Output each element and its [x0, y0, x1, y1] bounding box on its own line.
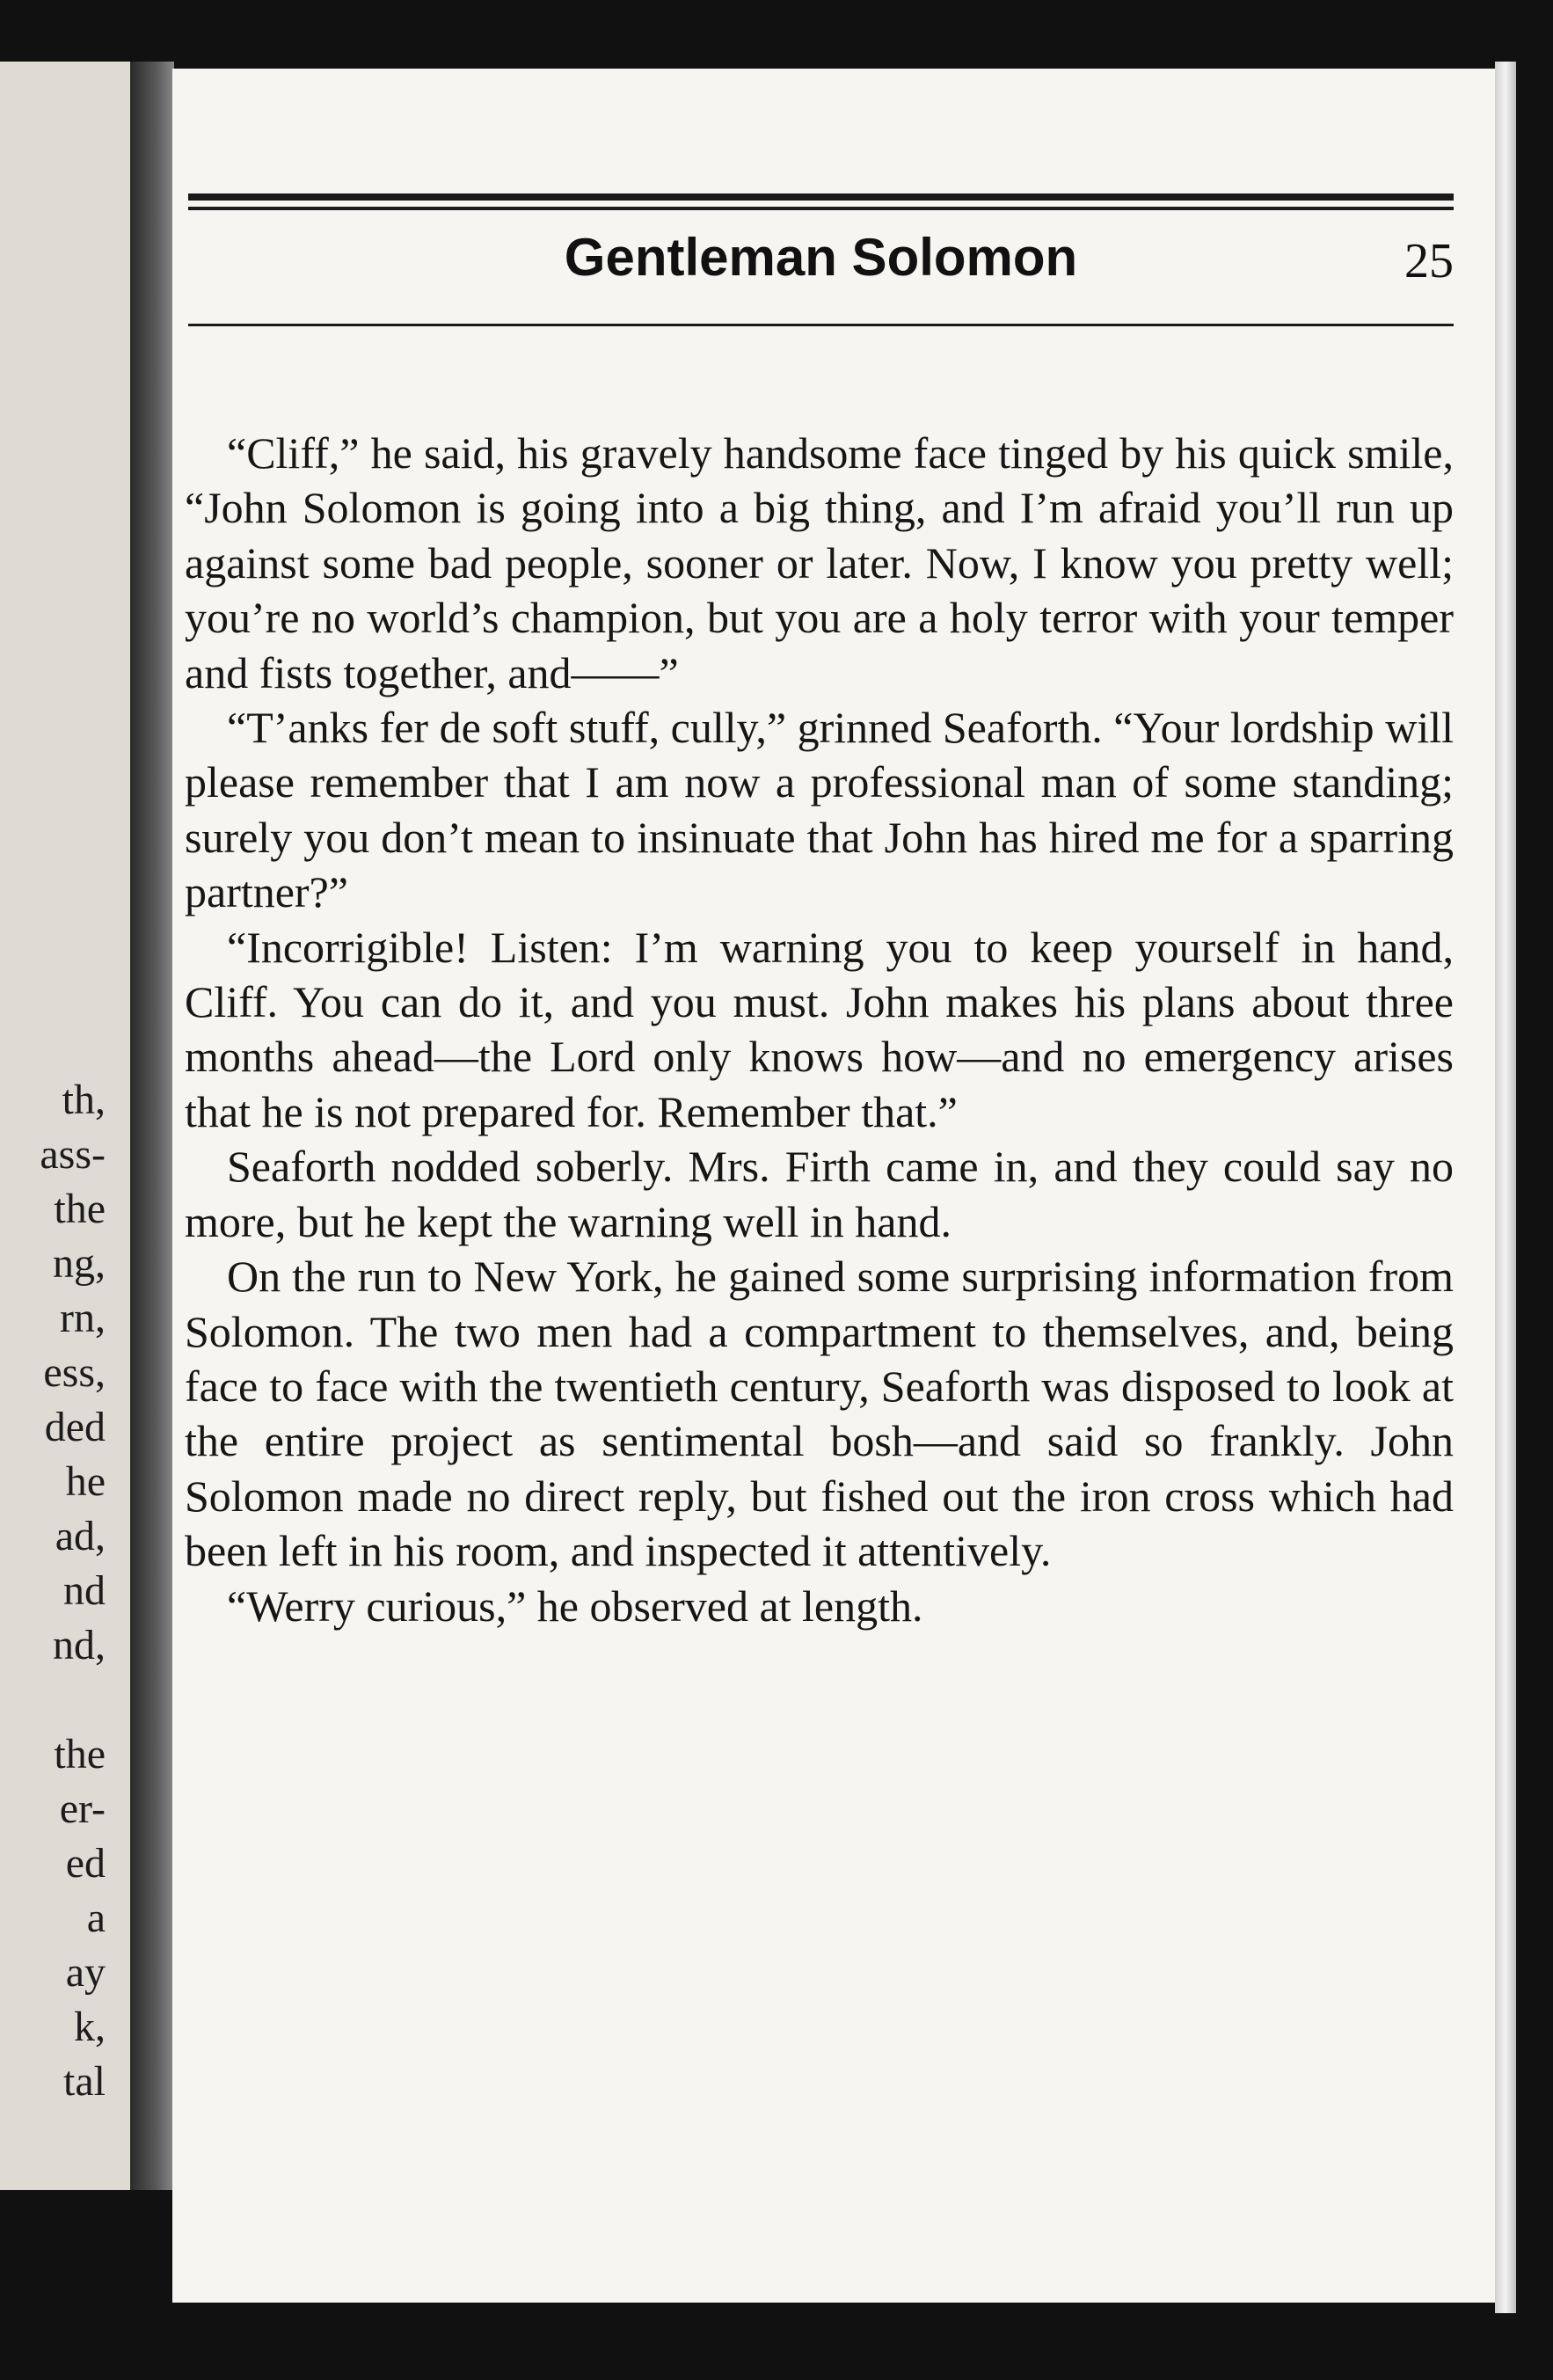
running-title: Gentleman Solomon — [564, 228, 1078, 287]
facing-line: rn, — [60, 1295, 106, 1341]
body-text — [185, 426, 1454, 1633]
facing-line: ass- — [40, 1131, 106, 1178]
facing-line: ess, — [43, 1349, 106, 1396]
paragraph: Seaforth nodded soberly. Mrs. Firth came in, and they could say no more, but he kept the warning well in hand. — [185, 1142, 1454, 1246]
paragraph: “Werry curious,” he observed at length. — [227, 1581, 923, 1631]
header-double-rule — [188, 193, 1454, 210]
paragraph: On the run to New York, he gained some surprising information from Solomon. The two men had a compartment to themselves, and, being face to face with the twentieth century, Seaforth was disposed to look at the entire project as sentimental bosh—and said so frankly. John Solomon made no direct reply, but fished out the iron cross which had been left in his room, and inspected it attentively. — [185, 1252, 1454, 1576]
facing-page — [0, 62, 132, 2190]
facing-line: k, — [74, 2004, 106, 2050]
header-rule — [188, 324, 1454, 326]
paragraph: “Cliff,” he said, his gravely handsome face tinged by his quick smile, “John Solomon is going into a big thing, and I’m afraid you’ll run up against some bad people, sooner or later. Now, I know you pretty well; you’re no world’s champion, but you are a holy terror with your temper and fists together, and——” — [185, 428, 1454, 697]
book-gutter — [130, 62, 174, 2190]
facing-line: er- — [59, 1785, 106, 1832]
facing-line: the — [54, 1731, 106, 1778]
page-number: 25 — [1404, 234, 1454, 288]
page-edge — [1495, 62, 1516, 2313]
paragraph: “Incorrigible! Listen: I’m warning you to keep yourself in hand, Cliff. You can do it, and you must. John makes his plans about three months ahead—the Lord only knows how—and no emergency arises that he is not prepared for. Remember that.” — [185, 922, 1454, 1136]
facing-line: ng, — [53, 1240, 106, 1287]
facing-line: he — [65, 1458, 106, 1505]
facing-line — [0, 1673, 106, 1727]
facing-line: a — [86, 1895, 106, 1941]
facing-line: tal — [63, 2058, 106, 2105]
facing-line: nd, — [53, 1622, 106, 1668]
facing-line: ay — [65, 1949, 106, 1996]
paragraph: “T’anks fer de soft stuff, cully,” grinned Seaforth. “Your lordship will please remember that I am now a professional man of some standing; surely you don’t mean to insinuate that John has hired me for a sparring partner?” — [185, 703, 1454, 917]
facing-line: ded — [44, 1404, 106, 1450]
facing-line: ed — [65, 1840, 106, 1887]
facing-line: the — [54, 1186, 106, 1232]
book-page — [172, 69, 1496, 2303]
facing-line: th, — [62, 1077, 106, 1123]
running-header — [188, 227, 1454, 297]
facing-page-text — [0, 1073, 106, 2109]
facing-line: nd — [63, 1567, 106, 1614]
facing-line: ad, — [55, 1513, 106, 1559]
